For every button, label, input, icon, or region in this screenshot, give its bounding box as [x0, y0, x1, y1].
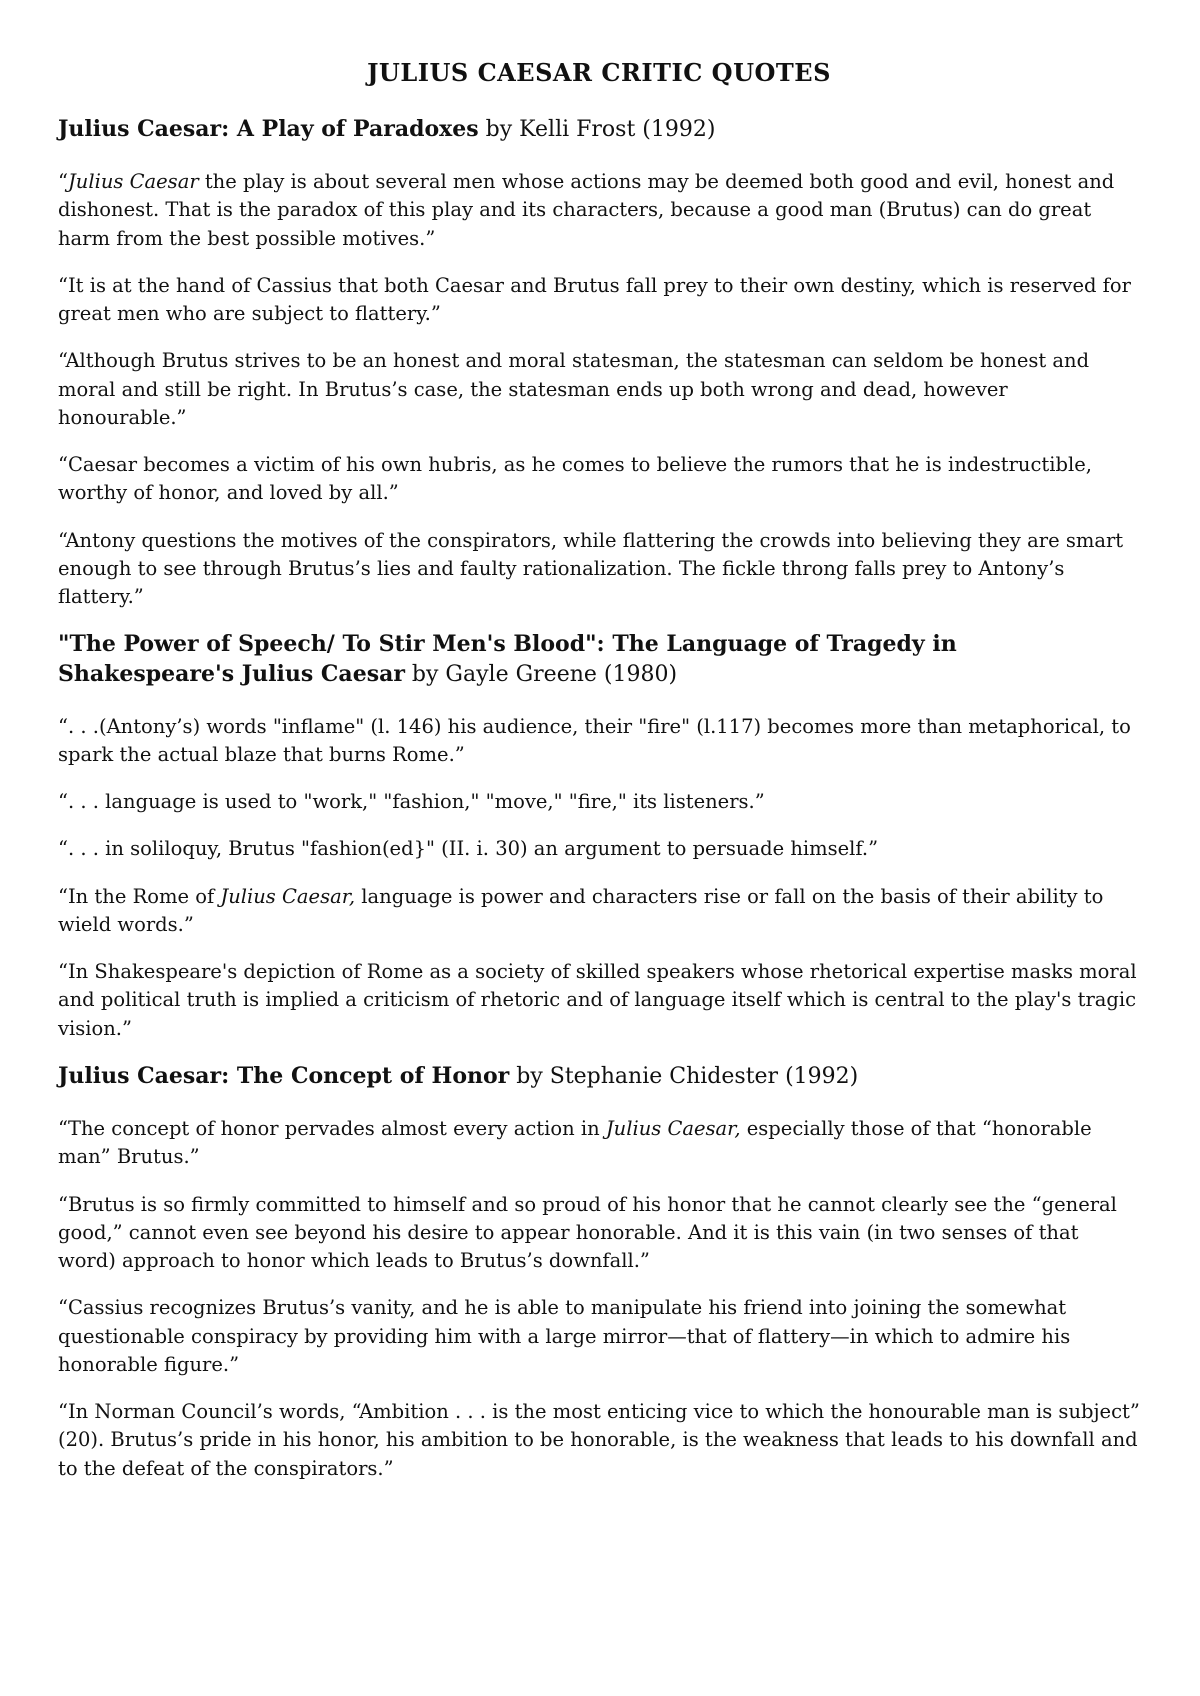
quote: “In Shakespeare's depiction of Rome as a society of skilled speakers whose rhetorical expertise masks moral and political truth is implied a criticism of rhetoric and of language itself which is central to the play's tragic vision.” [58, 960, 1137, 1040]
heading-author: by Gayle Greene (1980) [404, 661, 678, 687]
heading-title: Julius Caesar: The Concept of Honor [58, 1062, 510, 1089]
italic-title: Julius Caesar, [605, 1116, 741, 1140]
quote: “Cassius recognizes Brutus’s vanity, and he is able to manipulate his friend into joining the somewhat questionable conspiracy by providing him with a large mirror—that of flattery—in which to admire his honorable figure.” [58, 1296, 1071, 1376]
quote: “. . .(Antony’s) words "inflame" (l. 146) his audience, their "fire" (l.117) becomes more than metaphorical, to spark the actual blaze that burns Rome.” [58, 714, 1131, 766]
section-power-of-speech [58, 630, 1140, 1042]
quote: “. . . language is used to "work," "fashion," "move," "fire," its listeners.” [58, 790, 765, 814]
quote: “Brutus is so firmly committed to himself and so proud of his honor that he cannot clearly see the “general good,” cannot even see beyond his desire to appear honorable. And it is this vain (in two senses of that word) approach to honor which leads to Brutus’s downfall.” [58, 1192, 1117, 1273]
italic-title: Julius Caesar [67, 170, 199, 194]
heading-author: by Stephanie Chidester (1992) [509, 1063, 859, 1089]
heading-title: Julius Caesar: A Play of Paradoxes [58, 116, 479, 142]
quote: “In Norman Council’s words, “Ambition . . . is the most enticing vice to which the honourable man is subject” (20). Brutus’s pride in his honor, his ambition to be honorable, is the weakness that leads to his downfall and to the defeat of the conspirators.” [58, 1400, 1140, 1480]
section-heading [58, 630, 1140, 688]
italic-title: Julius Caesar, [220, 884, 356, 908]
section-concept-of-honor [58, 1062, 1140, 1483]
quote: “Caesar becomes a victim of his own hubris, as he comes to believe the rumors that he is indestructible, worthy of honor, and loved by all.” [58, 453, 1092, 505]
quote: “It is at the hand of Cassius that both Caesar and Brutus fall prey to their own destiny, which is reserved for great men who are subject to flattery.” [58, 273, 1131, 326]
section-paradoxes [58, 115, 1140, 611]
heading-author: by Kelli Frost (1992) [478, 117, 716, 142]
section-heading [58, 1062, 1140, 1091]
quote: “. . . in soliloquy, Brutus "fashion(ed}" (II. i. 30) an argument to persuade himself.” [58, 837, 879, 861]
quote: “Julius Caesar the play is about several men whose actions may be deemed both good and evil, honest and dishonest. That is the paradox of this play and its characters, because a good man (Brutus) can do great harm from the best possible motives.” [58, 170, 1115, 250]
document-title: JULIUS CAESAR CRITIC QUOTES [367, 58, 831, 87]
quote: “Although Brutus strives to be an honest and moral statesman, the statesman can seldom be honest and moral and still be right. In Brutus’s case, the statesman ends up both wrong and dead, however honourable.” [58, 349, 1090, 429]
quote: “The concept of honor pervades almost every action in Julius Caesar, especially those of that “honorable man” Brutus.” [58, 1116, 1092, 1169]
quote: “In the Rome of Julius Caesar, language is power and characters rise or fall on the basis of their ability to wield words.” [58, 884, 1104, 936]
quote: “Antony questions the motives of the conspirators, while flattering the crowds into believing they are smart enough to see through Brutus’s lies and faulty rationalization. The fickle throng falls prey to Antony’s flattery.” [58, 528, 1124, 609]
section-heading [58, 115, 1140, 144]
heading-title: "The Power of Speech/ To Stir Men's Blood": The Language of Tragedy in Shakespeare's Julius Caesar [58, 631, 957, 687]
